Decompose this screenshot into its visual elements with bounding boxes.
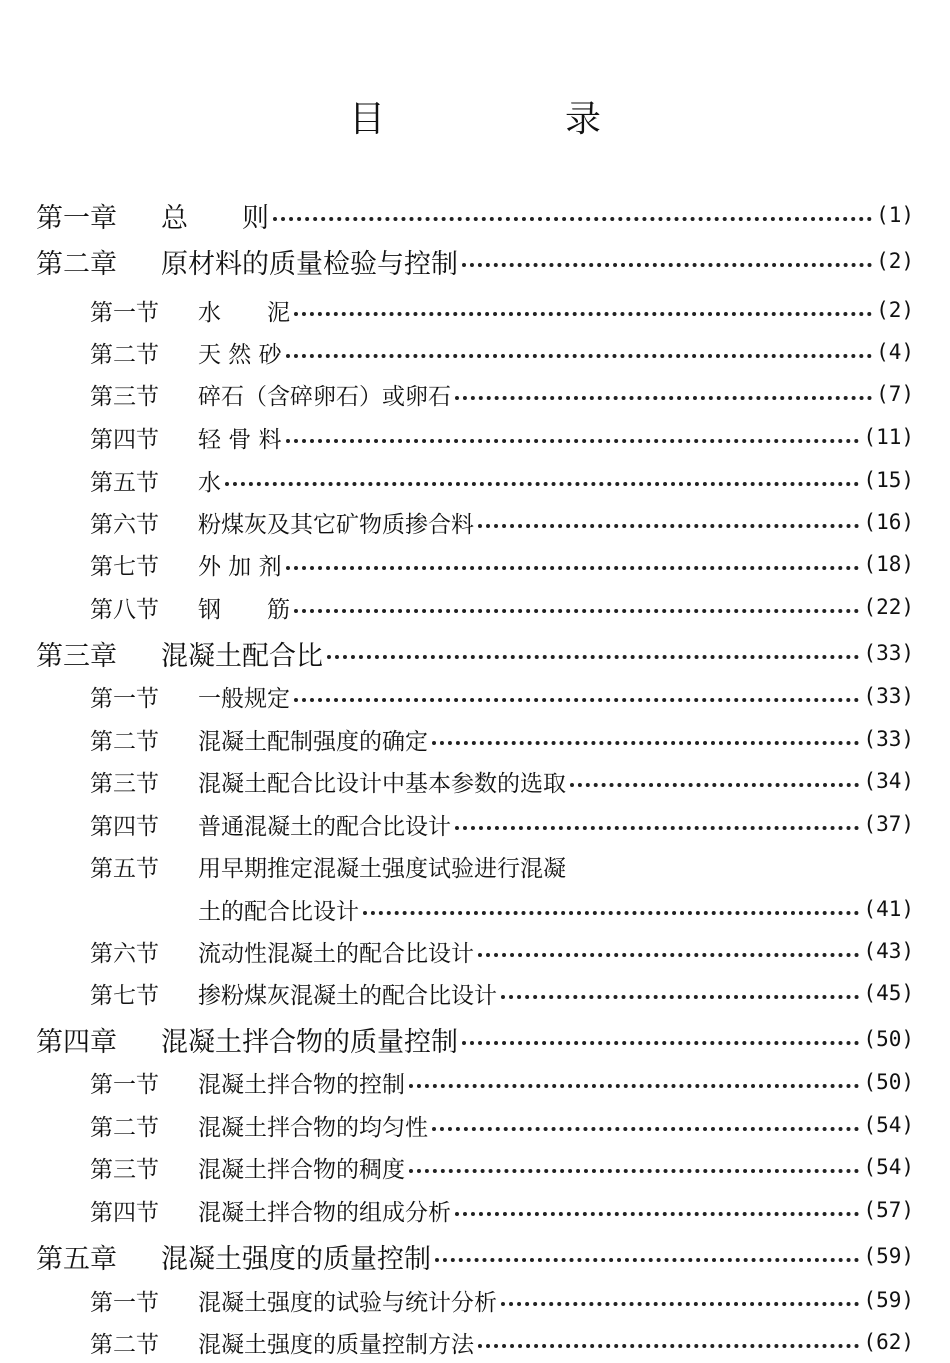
toc-chapter-entry[interactable] [36, 195, 914, 235]
toc-entry-title: 水 泥 [198, 299, 290, 326]
toc-entry-title: 钢 筋 [198, 596, 290, 623]
toc-page-number: (18) [863, 552, 914, 576]
toc-section-entry[interactable] [90, 1062, 914, 1102]
toc-entry-title: 水 [198, 469, 221, 496]
dot-leader [286, 354, 872, 358]
dot-leader [570, 783, 859, 787]
toc-page-number: (43) [863, 939, 914, 963]
dot-leader [286, 566, 860, 570]
toc-entry-number: 第五节 [90, 469, 159, 496]
toc-chapter-entry[interactable] [36, 241, 914, 281]
toc-entry-title: 混凝土配制强度的确定 [198, 728, 428, 755]
toc-chapter-entry[interactable] [36, 1236, 914, 1276]
toc-page-number: (59) [863, 1244, 914, 1268]
dot-leader [478, 524, 859, 528]
toc-section-entry[interactable] [90, 761, 914, 801]
toc-section-entry[interactable] [90, 332, 914, 372]
toc-section-entry[interactable] [90, 502, 914, 542]
toc-page-number: (33) [863, 684, 914, 708]
dot-leader [432, 741, 859, 745]
toc-entry-number: 第四章 [36, 1026, 117, 1058]
toc-entry-number: 第一节 [90, 1289, 159, 1316]
dot-leader [462, 263, 872, 267]
toc-page-number: (15) [863, 468, 914, 492]
toc-page-number: (54) [863, 1113, 914, 1137]
toc-entry-title: 天 然 砂 [198, 341, 282, 368]
toc-page-number: (33) [863, 641, 914, 665]
toc-entry-number: 第四节 [90, 813, 159, 840]
toc-entry-title: 混凝土拌合物的稠度 [198, 1156, 405, 1183]
toc-entry-number: 第一章 [36, 202, 117, 234]
dot-leader [462, 1041, 859, 1045]
toc-entry-number: 第三节 [90, 383, 159, 410]
dot-leader [273, 217, 872, 221]
toc-section-entry[interactable] [90, 290, 914, 330]
toc-section-entry[interactable] [90, 374, 914, 414]
toc-section-entry[interactable] [90, 889, 914, 929]
toc-entry-number: 第四节 [90, 1199, 159, 1226]
toc-section-entry[interactable] [90, 1190, 914, 1230]
toc-section-entry[interactable] [90, 1105, 914, 1145]
dot-leader [294, 698, 859, 702]
dot-leader [478, 953, 859, 957]
toc-section-entry[interactable] [90, 460, 914, 500]
toc-section-entry[interactable] [90, 973, 914, 1013]
dot-leader [478, 1344, 859, 1348]
dot-leader [501, 995, 859, 999]
toc-entry-number: 第一节 [90, 1071, 159, 1098]
toc-entry-number: 第二章 [36, 248, 117, 280]
toc-page-number: (37) [863, 812, 914, 836]
toc-entry-number: 第三节 [90, 770, 159, 797]
toc-page-number: (59) [863, 1288, 914, 1312]
toc-chapter-entry[interactable] [36, 633, 914, 673]
toc-entry-title: 掺粉煤灰混凝土的配合比设计 [198, 982, 497, 1009]
toc-entry-number: 第七节 [90, 553, 159, 580]
toc-page-number: (57) [863, 1198, 914, 1222]
toc-entry-title: 轻 骨 料 [198, 426, 282, 453]
dot-leader [409, 1169, 859, 1173]
toc-entry-number: 第一节 [90, 299, 159, 326]
toc-entry-title: 一般规定 [198, 685, 290, 712]
toc-section-entry[interactable] [90, 1322, 914, 1362]
toc-entry-number: 第二节 [90, 728, 159, 755]
toc-page-number: (22) [863, 595, 914, 619]
toc-section-entry[interactable] [90, 544, 914, 584]
toc-page-number: (54) [863, 1155, 914, 1179]
toc-page-number: (34) [863, 769, 914, 793]
dot-leader [432, 1127, 859, 1131]
toc-entry-number: 第五节 [90, 855, 159, 882]
toc-entry-number: 第三章 [36, 640, 117, 672]
toc-section-entry[interactable] [90, 719, 914, 759]
toc-entry-number: 第八节 [90, 596, 159, 623]
dot-leader [327, 655, 859, 659]
toc-entry-title: 混凝土强度的试验与统计分析 [198, 1289, 497, 1316]
toc-entry-title: 碎石（含碎卵石）或卵石 [198, 383, 451, 410]
toc-entry-number: 第六节 [90, 511, 159, 538]
toc-section-entry[interactable] [90, 931, 914, 971]
toc-section-entry[interactable] [90, 417, 914, 457]
toc-page-number: (11) [863, 425, 914, 449]
toc-entry-title: 流动性混凝土的配合比设计 [198, 940, 474, 967]
toc-entry-title: 混凝土强度的质量控制方法 [198, 1331, 474, 1358]
toc-entry-title: 混凝土配合比 [161, 640, 323, 672]
toc-entry-number: 第二节 [90, 1114, 159, 1141]
dot-leader [294, 609, 859, 613]
toc-page-number: (16) [863, 510, 914, 534]
toc-page-number: (33) [863, 727, 914, 751]
toc-section-entry[interactable] [90, 846, 914, 886]
toc-entry-title: 总 则 [161, 202, 269, 234]
toc-entry-number: 第二节 [90, 341, 159, 368]
toc-page-number: (7) [876, 382, 914, 406]
toc-page-number: (4) [876, 340, 914, 364]
toc-section-entry[interactable] [90, 587, 914, 627]
toc-entry-number: 第四节 [90, 426, 159, 453]
toc-page-number: (41) [863, 897, 914, 921]
toc-section-entry[interactable] [90, 1280, 914, 1320]
toc-page-number: (45) [863, 981, 914, 1005]
toc-entry-title: 混凝土拌合物的均匀性 [198, 1114, 428, 1141]
dot-leader [435, 1258, 859, 1262]
toc-entry-number: 第五章 [36, 1243, 117, 1275]
toc-entry-title: 土的配合比设计 [198, 898, 359, 925]
toc-entry-number: 第七节 [90, 982, 159, 1009]
toc-entry-title: 粉煤灰及其它矿物质掺合料 [198, 511, 474, 538]
toc-entry-number: 第三节 [90, 1156, 159, 1183]
toc-page-number: (1) [876, 203, 914, 227]
toc-entry-number: 第一节 [90, 685, 159, 712]
toc-entry-title: 普通混凝土的配合比设计 [198, 813, 451, 840]
toc-page-number: (2) [876, 249, 914, 273]
toc-entry-title: 混凝土强度的质量控制 [161, 1243, 431, 1275]
toc-section-entry[interactable] [90, 804, 914, 844]
page-title: 目 录 [348, 99, 673, 140]
toc-chapter-entry[interactable] [36, 1019, 914, 1059]
toc-entry-title: 混凝土拌合物的质量控制 [161, 1026, 458, 1058]
toc-entry-title: 混凝土拌合物的组成分析 [198, 1199, 451, 1226]
toc-entry-title: 外 加 剂 [198, 553, 282, 580]
toc-section-entry[interactable] [90, 676, 914, 716]
dot-leader [455, 826, 859, 830]
dot-leader [225, 482, 859, 486]
dot-leader [363, 911, 859, 915]
toc-entry-title: 用早期推定混凝土强度试验进行混凝 [198, 855, 566, 882]
dot-leader [286, 439, 860, 443]
toc-entry-number: 第二节 [90, 1331, 159, 1358]
toc-page-number: (62) [863, 1330, 914, 1354]
toc-page-number: (50) [863, 1027, 914, 1051]
dot-leader [455, 396, 872, 400]
toc-entry-number: 第六节 [90, 940, 159, 967]
dot-leader [455, 1212, 859, 1216]
toc-section-entry[interactable] [90, 1147, 914, 1187]
toc-entry-title: 原材料的质量检验与控制 [161, 248, 458, 280]
toc-page-number: (2) [876, 298, 914, 322]
dot-leader [501, 1302, 859, 1306]
toc-entry-title: 混凝土拌合物的控制 [198, 1071, 405, 1098]
toc-entry-title: 混凝土配合比设计中基本参数的选取 [198, 770, 566, 797]
dot-leader [294, 312, 872, 316]
toc-page-number: (50) [863, 1070, 914, 1094]
dot-leader [409, 1084, 859, 1088]
